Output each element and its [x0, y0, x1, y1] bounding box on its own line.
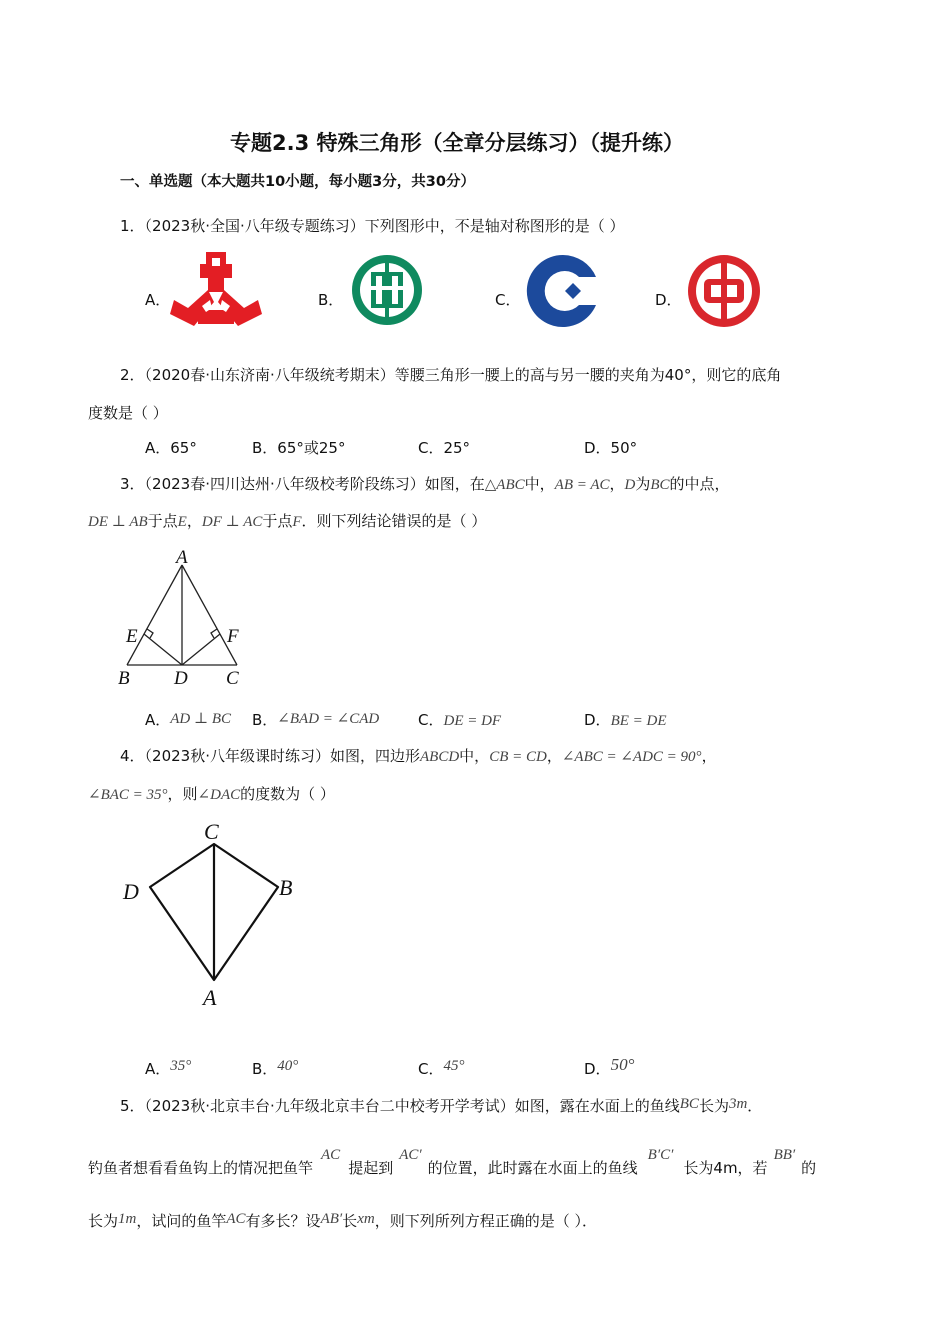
option-expr: 50°: [610, 1055, 635, 1074]
question-1-stem: [120, 215, 625, 236]
text: ，则: [167, 785, 198, 803]
text: ，: [609, 475, 625, 493]
math: ∠ABC = ∠ADC = 90°: [561, 749, 702, 765]
text: 的中点，: [669, 475, 730, 493]
option-c: [418, 709, 501, 730]
question-3-stem-cont: [88, 510, 486, 531]
option-d: [584, 709, 667, 730]
text: ，试问的鱼竿: [136, 1212, 227, 1230]
option-letter: B．: [252, 711, 278, 729]
label-b: B: [279, 875, 293, 900]
option-c: [418, 1058, 464, 1079]
question-5-stem: [120, 1095, 762, 1116]
text: 钓鱼者想看看鱼钩上的情况把鱼竿: [88, 1159, 314, 1177]
bank-logo-icon: [168, 250, 264, 330]
option-c: C．25°: [418, 439, 471, 457]
math: △ABC: [484, 477, 525, 493]
text: 的位置，此时露在水面上的鱼线: [427, 1159, 638, 1177]
question-text: （2023秋·全国·八年级专题练习）下列图形中，不是轴对称图形的是（ ）: [144, 217, 625, 235]
math: DF ⊥ AC: [201, 514, 263, 530]
option-expr: 40°: [277, 1058, 299, 1074]
math: AC: [226, 1211, 246, 1227]
label-d: D: [174, 668, 188, 689]
option-a: [145, 709, 231, 730]
math: BC: [650, 477, 670, 493]
option-expr: ∠BAD = ∠CAD: [277, 711, 380, 727]
option-b: [252, 709, 379, 730]
text: 中，: [459, 747, 490, 765]
text: 的: [801, 1159, 817, 1177]
option-c-label: C．: [495, 291, 521, 309]
text: （2023春·四川达州·八年级校考阶段练习）如图，在: [144, 475, 485, 493]
question-text: （2020春·山东济南·八年级统考期末）等腰三角形一腰上的高与另一腰的夹角为40°，则它的底角: [144, 366, 782, 384]
question-4-stem: [120, 745, 717, 766]
text: ，则下列所列方程正确的是（ ）．: [374, 1212, 597, 1230]
math: AC: [321, 1147, 341, 1163]
math: B′C′: [647, 1147, 674, 1163]
option-b: [252, 1058, 298, 1079]
math: E: [177, 514, 187, 530]
math: AB′: [320, 1211, 343, 1227]
agri-bank-logo-icon: [347, 250, 427, 330]
question-2-stem-cont: 度数是（ ）: [88, 404, 168, 422]
math: BC: [679, 1096, 699, 1112]
option-expr: AD ⊥ BC: [170, 711, 232, 727]
question-5-stem-line3: [88, 1210, 597, 1231]
option-a: [145, 1058, 191, 1079]
question-3-stem: [120, 473, 730, 494]
text: ．则下列结论错误的是（ ）: [301, 512, 487, 530]
question-number: 1．: [120, 217, 145, 235]
text: 提起到: [348, 1159, 394, 1177]
option-b: B．65°或25°: [252, 439, 346, 457]
label-c: C: [204, 819, 219, 844]
text: ，: [701, 747, 717, 765]
option-letter: C．: [418, 711, 444, 729]
bank-of-china-logo-icon: [684, 251, 764, 331]
math: F: [292, 514, 302, 530]
label-b: B: [118, 668, 130, 689]
label-f: F: [227, 626, 239, 647]
text: 中，: [524, 475, 555, 493]
math: D: [624, 477, 636, 493]
label-a: A: [203, 985, 217, 1010]
option-d-label: D．: [655, 291, 682, 309]
option-letter: A．: [145, 1060, 171, 1078]
text: ．: [747, 1097, 763, 1115]
math: ABCD: [420, 749, 460, 765]
text: 于点: [147, 512, 178, 530]
option-expr: 35°: [170, 1058, 192, 1074]
question-number: 5．: [120, 1097, 145, 1115]
label-e: E: [126, 626, 138, 647]
option-a: A．65°: [145, 439, 197, 457]
text: 长为: [698, 1097, 729, 1115]
option-d: [584, 1055, 635, 1079]
text: 长: [342, 1212, 358, 1230]
option-letter: C．: [418, 1060, 444, 1078]
text: ，: [546, 747, 562, 765]
math: AC′: [399, 1147, 422, 1163]
math: xm: [357, 1211, 375, 1227]
text: 长为: [88, 1212, 119, 1230]
question-5-stem-line2: [88, 1147, 817, 1178]
question-2-stem: [120, 364, 781, 385]
construction-bank-logo-icon: [525, 253, 601, 329]
text: （2023秋·八年级课时练习）如图，四边形: [144, 747, 420, 765]
option-b-label: B．: [318, 291, 344, 309]
option-expr: 45°: [443, 1058, 465, 1074]
option-letter: D．: [584, 711, 611, 729]
option-letter: B．: [252, 1060, 278, 1078]
option-a-label: A．: [145, 291, 171, 309]
text: 的度数为（ ）: [240, 785, 335, 803]
math: AB = AC: [554, 477, 610, 493]
label-a: A: [176, 547, 188, 568]
triangle-figure: [110, 545, 260, 690]
math: ∠BAC = 35°: [88, 787, 168, 803]
quadrilateral-figure: [115, 815, 315, 1015]
math: 1m: [118, 1211, 137, 1227]
page-title: 专题2.3 特殊三角形（全章分层练习）（提升练）: [230, 131, 685, 155]
option-letter: D．: [584, 1060, 611, 1078]
math: BB′: [773, 1147, 796, 1163]
option-d: D．50°: [584, 439, 638, 457]
text: ，: [186, 512, 202, 530]
question-4-stem-cont: [88, 783, 335, 804]
text: 于点: [262, 512, 293, 530]
text: 有多长？设: [245, 1212, 321, 1230]
option-expr: BE = DE: [610, 713, 667, 729]
math: DE ⊥ AB: [88, 514, 148, 530]
label-d: D: [123, 879, 139, 904]
math: ∠DAC: [197, 787, 241, 803]
text: （2023秋·北京丰台·九年级北京丰台二中校考开学考试）如图，露在水面上的鱼线: [144, 1097, 680, 1115]
text: 长为4m，若: [683, 1159, 768, 1177]
question-number: 4．: [120, 747, 145, 765]
section-heading: 一、单选题（本大题共10小题，每小题3分，共30分）: [120, 174, 475, 190]
text: 为: [635, 475, 651, 493]
option-letter: A．: [145, 711, 171, 729]
label-c: C: [226, 668, 239, 689]
math: 3m: [728, 1096, 748, 1112]
option-expr: DE = DF: [443, 713, 502, 729]
math: CB = CD: [489, 749, 547, 765]
question-number: 2．: [120, 366, 145, 384]
question-number: 3．: [120, 475, 145, 493]
